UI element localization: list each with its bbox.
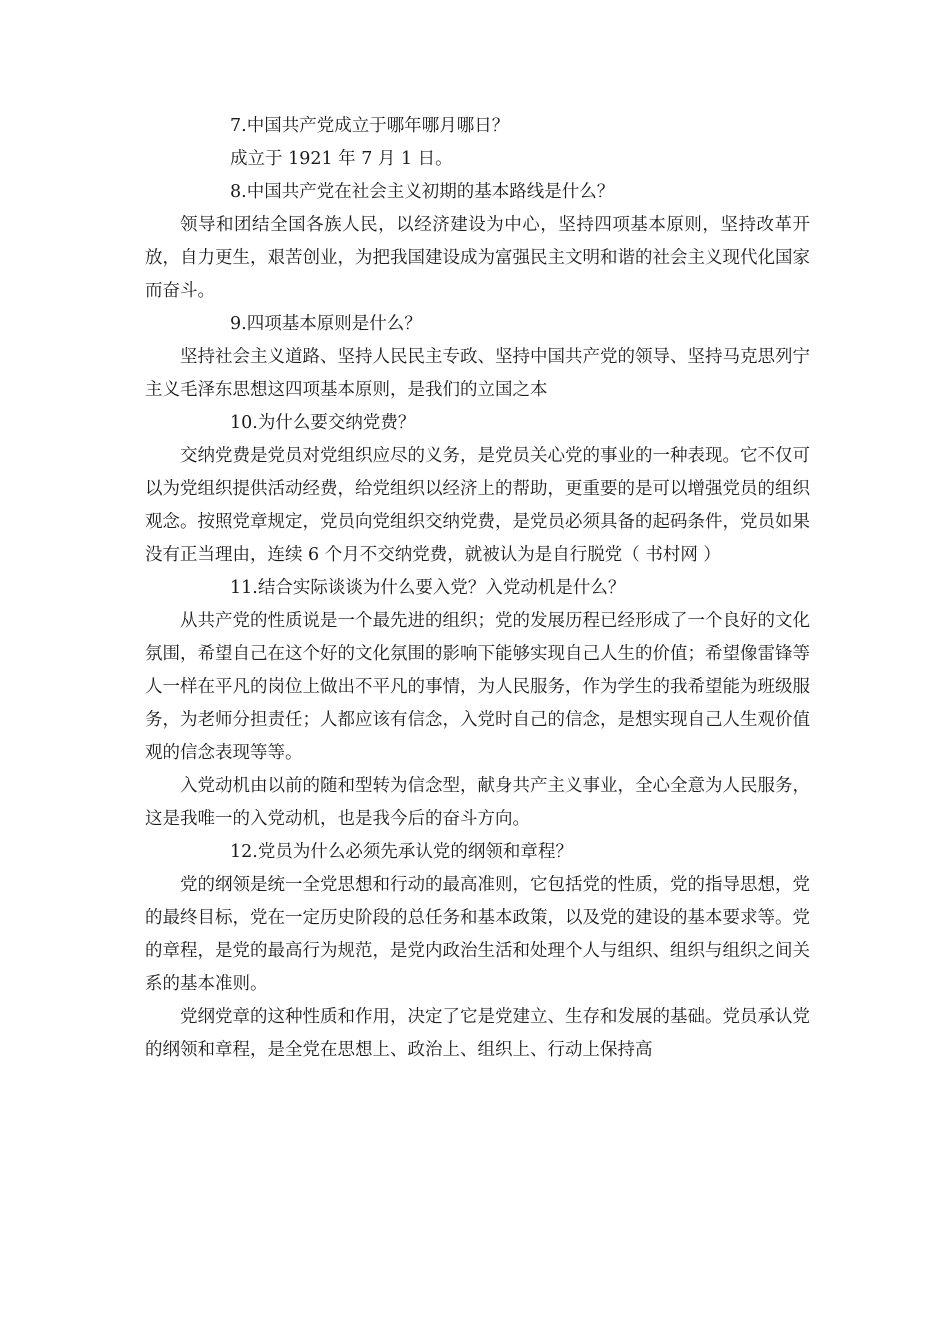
answer-11-part-1: 从共产党的性质说是一个最先进的组织；党的发展历程已经形成了一个良好的文化氛围，希望自己在这个好的文化氛围的影响下能够实现自己人生的价值；希望像雷锋等人一样在平凡的岗位上做出不平凡的事情，为人民服务，作为学生的我希望能为班级服务，为老师分担责任；人都应该有信念，入党时自己的信念，是想实现自己人生观价值观的信念表现等等。: [145, 611, 810, 763]
answer-8: 领导和团结全国各族人民，以经济建设为中心，坚持四项基本原则，坚持改革开放，自力更生，艰苦创业，为把我国建设成为富强民主文明和谐的社会主义现代化国家而奋斗。: [145, 215, 810, 301]
question-10: 10.为什么要交纳党费？: [230, 413, 416, 433]
document-body: [145, 110, 810, 1067]
answer-9: 坚持社会主义道路、坚持人民民主专政、坚持中国共产党的领导、坚持马克思列宁主义毛泽东思想这四项基本原则，是我们的立国之本: [145, 347, 810, 400]
question-8: 8.中国共产党在社会主义初期的基本路线是什么？: [230, 182, 615, 202]
question-12: 12.党员为什么必须先承认党的纲领和章程？: [230, 842, 573, 862]
answer-10: 交纳党费是党员对党组织应尽的义务，是党员关心党的事业的一种表现。它不仅可以为党组织提供活动经费，给党组织以经济上的帮助，更重要的是可以增强党员的组织观念。按照党章规定，党员向党组织交纳党费，是党员必须具备的起码条件，党员如果没有正当理由，连续 6 个月不交纳党费，就被认为是自行脱党（ 书村网 ）: [145, 446, 810, 565]
answer-12-part-1: 党的纲领是统一全党思想和行动的最高准则，它包括党的性质，党的指导思想，党的最终目标，党在一定历史阶段的总任务和基本政策，以及党的建设的基本要求等。党的章程，是党的最高行为规范，是党内政治生活和处理个人与组织、组织与组织之间关系的基本准则。: [145, 875, 810, 994]
answer-11-part-2: 入党动机由以前的随和型转为信念型，献身共产主义事业，全心全意为人民服务，这是我唯一的入党动机，也是我今后的奋斗方向。: [145, 776, 810, 829]
answer-7: 成立于 1921 年 7 月 1 日。: [230, 149, 453, 169]
question-11: 11.结合实际谈谈为什么要入党？入党动机是什么？: [230, 578, 626, 598]
answer-12-part-2: 党纲党章的这种性质和作用，决定了它是党建立、生存和发展的基础。党员承认党的纲领和章程，是全党在思想上、政治上、组织上、行动上保持高: [145, 1007, 810, 1060]
question-9: 9.四项基本原则是什么？: [230, 314, 422, 334]
question-7: 7.中国共产党成立于哪年哪月哪日？: [230, 116, 510, 136]
